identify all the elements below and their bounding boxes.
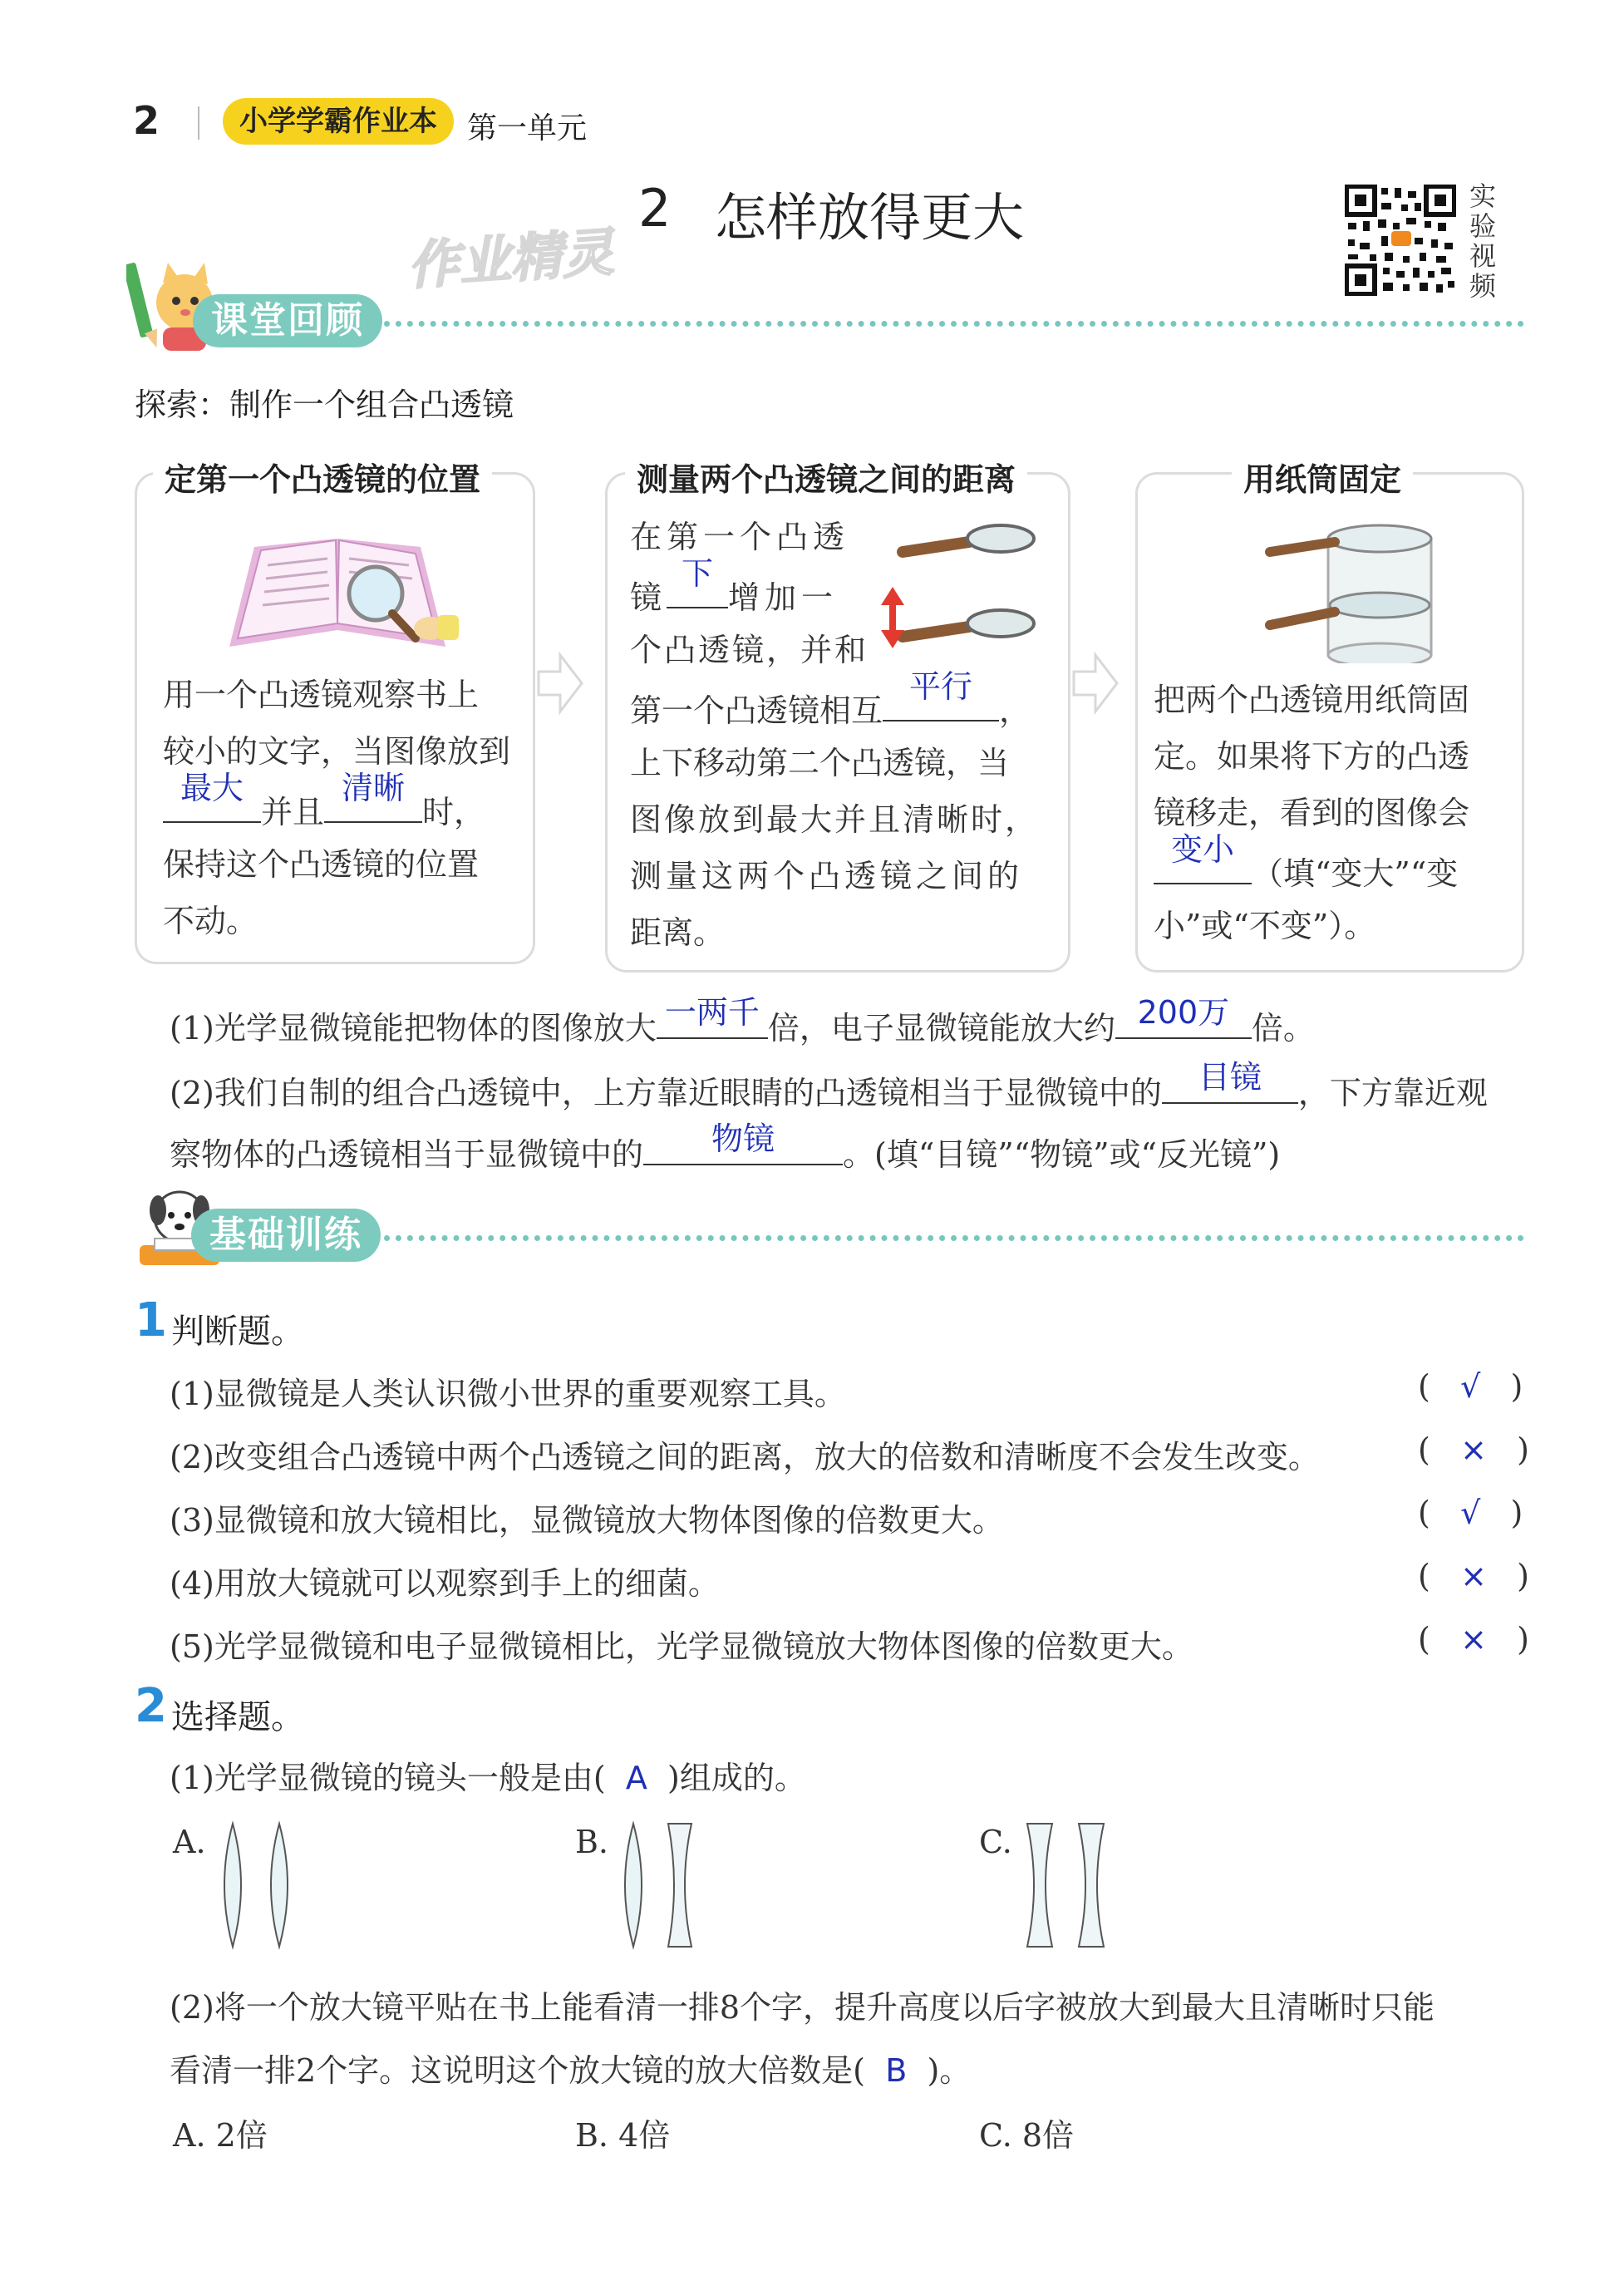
explore-title: 探索：制作一个组合凸透镜 [135, 387, 514, 423]
choice-question-2-line2 [170, 2045, 971, 2091]
lesson-title: 怎样放得更大 [715, 187, 1025, 248]
panel2-line2 [630, 555, 839, 626]
judgment-answer-4[interactable]: ( × ) [1418, 1558, 1529, 1594]
answer-text: 平行 [909, 668, 973, 705]
header-divider [198, 106, 199, 140]
answer-text: 物镜 [711, 1120, 775, 1157]
panel2-line7: 测量这两个凸透镜之间的 [630, 858, 1024, 894]
choice-question-1 [170, 1752, 806, 1798]
choice-q2-text-b: )。 [927, 2052, 972, 2089]
answer-blank[interactable] [324, 770, 422, 823]
choice-q2-text-a: 看清一排2个字。这说明这个放大镜的放大倍数是( [170, 2052, 866, 2089]
choice-q1-text-a: (1)光学显微镜的镜头一般是由( [170, 1760, 606, 1796]
review-question-2-cont [170, 1122, 1280, 1175]
choice-question-2-line1: (2)将一个放大镜平贴在书上能看清一排8个字，提升高度以后字被放大到最大且清晰时只能 [170, 1989, 1435, 2026]
choice-q1-text-b: )组成的。 [667, 1760, 806, 1796]
panel3-line3: 镜移走，看到的图像会 [1154, 795, 1470, 831]
qr-code-icon[interactable] [1345, 185, 1456, 296]
choice-q1-answer[interactable]: A [625, 1760, 647, 1796]
panel3-line4-b: （填“变大”“变 [1252, 855, 1459, 892]
step-panel-3-title: 用纸筒固定 [1232, 454, 1413, 500]
answer-blank[interactable] [643, 1122, 843, 1165]
panel3-line2: 定。如果将下方的凸透 [1154, 738, 1470, 775]
qr-label-char: 验 [1469, 210, 1497, 242]
step-panel-1-title: 定第一个凸透镜的位置 [153, 454, 492, 500]
answer-text: × [1460, 1621, 1487, 1657]
book-name-badge: 小学学霸作业本 [223, 98, 454, 145]
paper-tube-lenses-illustration [1262, 522, 1444, 663]
section-number: 1 [135, 1293, 167, 1347]
panel2-line1: 在第一个凸透 [630, 519, 850, 555]
answer-text: 一两千 [664, 994, 760, 1031]
judgment-answer-5[interactable]: ( × ) [1418, 1621, 1529, 1657]
answer-text: 清晰 [342, 770, 406, 806]
review-q1-text-a: (1)光学显微镜能把物体的图像放大 [170, 1010, 657, 1047]
answer-text: 下 [682, 555, 714, 592]
answer-blank[interactable] [1154, 831, 1252, 884]
review-question-1 [170, 996, 1315, 1048]
panel1-line1: 用一个凸透镜观察书上 [163, 677, 480, 713]
judgment-item-2: (2)改变组合凸透镜中两个凸透镜之间的距离，放大的倍数和清晰度不会发生改变。 [170, 1439, 1320, 1475]
answer-text: √ [1460, 1368, 1481, 1405]
review-q2-text-a: (2)我们自制的组合凸透镜中，上方靠近眼睛的凸透镜相当于显微镜中的 [170, 1075, 1162, 1111]
qr-label-char: 实 [1469, 180, 1497, 212]
choice-option-b-label[interactable]: B. [575, 1824, 609, 1860]
panel1-line5: 不动。 [163, 903, 258, 939]
choice-q2-option-a[interactable]: A. 2倍 [173, 2117, 268, 2154]
book-magnifier-illustration [213, 522, 462, 663]
judgment-answer-3[interactable]: ( √ ) [1418, 1495, 1523, 1531]
answer-text: × [1460, 1431, 1487, 1468]
panel3-line4 [1154, 831, 1459, 902]
qr-label-char: 频 [1469, 270, 1497, 302]
panel1-line3 [163, 770, 486, 840]
judgment-item-3: (3)显微镜和放大镜相比，显微镜放大物体图像的倍数更大。 [170, 1502, 1004, 1539]
panel3-line5: 小”或“不变”）。 [1154, 908, 1376, 944]
step-panel-2-title: 测量两个凸透镜之间的距离 [625, 454, 1027, 500]
section-divider [384, 321, 1524, 327]
judgment-item-5: (5)光学显微镜和电子显微镜相比，光学显微镜放大物体图像的倍数更大。 [170, 1628, 1193, 1665]
panel2-line4-a: 第一个凸透镜相互 [630, 692, 883, 729]
two-lenses-illustration [869, 512, 1036, 662]
judgment-answer-1[interactable]: ( √ ) [1418, 1368, 1523, 1405]
answer-text: √ [1460, 1495, 1481, 1531]
section-title-choice: 选择题。 [171, 1698, 304, 1736]
panel2-line3: 个凸透镜，并和 [630, 632, 869, 668]
panel2-line2-b: 增加一 [728, 579, 839, 616]
section-number: 2 [135, 1679, 167, 1733]
section-divider [384, 1235, 1524, 1241]
review-q2-text-b: ，下方靠近观 [1297, 1075, 1488, 1111]
watermark-text: 作业精灵 [406, 221, 616, 297]
lesson-number: 2 [638, 178, 672, 239]
judgment-item-1: (1)显微镜是人类认识微小世界的重要观察工具。 [170, 1376, 846, 1412]
panel1-line3-end: 时， [422, 794, 486, 830]
flow-arrow-icon [1070, 650, 1120, 717]
qr-label-char: 视 [1469, 240, 1497, 272]
panel2-line2-a: 镜 [630, 579, 667, 616]
convex-concave-lenses-icon [612, 1819, 703, 1952]
review-q1-text-c: 倍。 [1251, 1010, 1315, 1047]
section-title-judgment: 判断题。 [171, 1312, 304, 1351]
answer-blank[interactable] [667, 555, 728, 608]
choice-option-a-label[interactable]: A. [173, 1824, 206, 1860]
answer-text: × [1460, 1558, 1487, 1594]
panel2-line4 [630, 668, 1031, 739]
panel2-line6: 图像放到最大并且清晰时， [630, 801, 1040, 838]
review-question-2 [170, 1061, 1488, 1113]
panel1-line2: 较小的文字，当图像放到 [163, 733, 511, 770]
panel1-line3-mid: 并且 [261, 794, 325, 830]
answer-text: 目镜 [1198, 1059, 1262, 1096]
qr-label [1469, 181, 1499, 301]
section-label-training: 基础训练 [191, 1209, 381, 1262]
choice-q2-option-b[interactable]: B. 4倍 [575, 2117, 671, 2154]
two-convex-lenses-icon [211, 1819, 303, 1952]
answer-blank[interactable] [1115, 996, 1252, 1039]
panel1-line4: 保持这个凸透镜的位置 [163, 846, 480, 883]
review-q1-text-b: 倍，电子显微镜能放大约 [767, 1010, 1115, 1047]
panel3-line1: 把两个凸透镜用纸筒固 [1154, 682, 1470, 718]
page-number: 2 [133, 98, 160, 143]
choice-q2-option-c[interactable]: C. 8倍 [979, 2117, 1075, 2154]
choice-q2-answer[interactable]: B [885, 2052, 908, 2089]
section-label-review: 课堂回顾 [193, 294, 382, 347]
flow-arrow-icon [535, 650, 585, 717]
answer-blank[interactable] [657, 996, 768, 1039]
choice-option-c-label[interactable]: C. [979, 1824, 1012, 1860]
panel2-line8: 距离。 [630, 914, 726, 951]
judgment-answer-2[interactable]: ( × ) [1418, 1431, 1529, 1468]
answer-text: 200万 [1137, 994, 1230, 1031]
review-q2-text-c: 察物体的凸透镜相当于显微镜中的 [170, 1136, 644, 1173]
answer-blank[interactable] [1162, 1061, 1298, 1104]
answer-text: 最大 [180, 770, 244, 806]
panel2-line5: 上下移动第二个凸透镜，当 [630, 745, 1010, 781]
unit-label: 第一单元 [467, 111, 588, 145]
answer-blank[interactable] [163, 770, 261, 823]
answer-text: 变小 [1170, 831, 1234, 868]
review-q2-text-d: 。(填“目镜”“物镜”或“反光镜”) [843, 1136, 1281, 1173]
panel2-line4-b: ， [999, 692, 1031, 729]
answer-blank[interactable] [883, 668, 999, 721]
judgment-item-4: (4)用放大镜就可以观察到手上的细菌。 [170, 1565, 720, 1602]
two-concave-lenses-icon [1019, 1819, 1119, 1952]
